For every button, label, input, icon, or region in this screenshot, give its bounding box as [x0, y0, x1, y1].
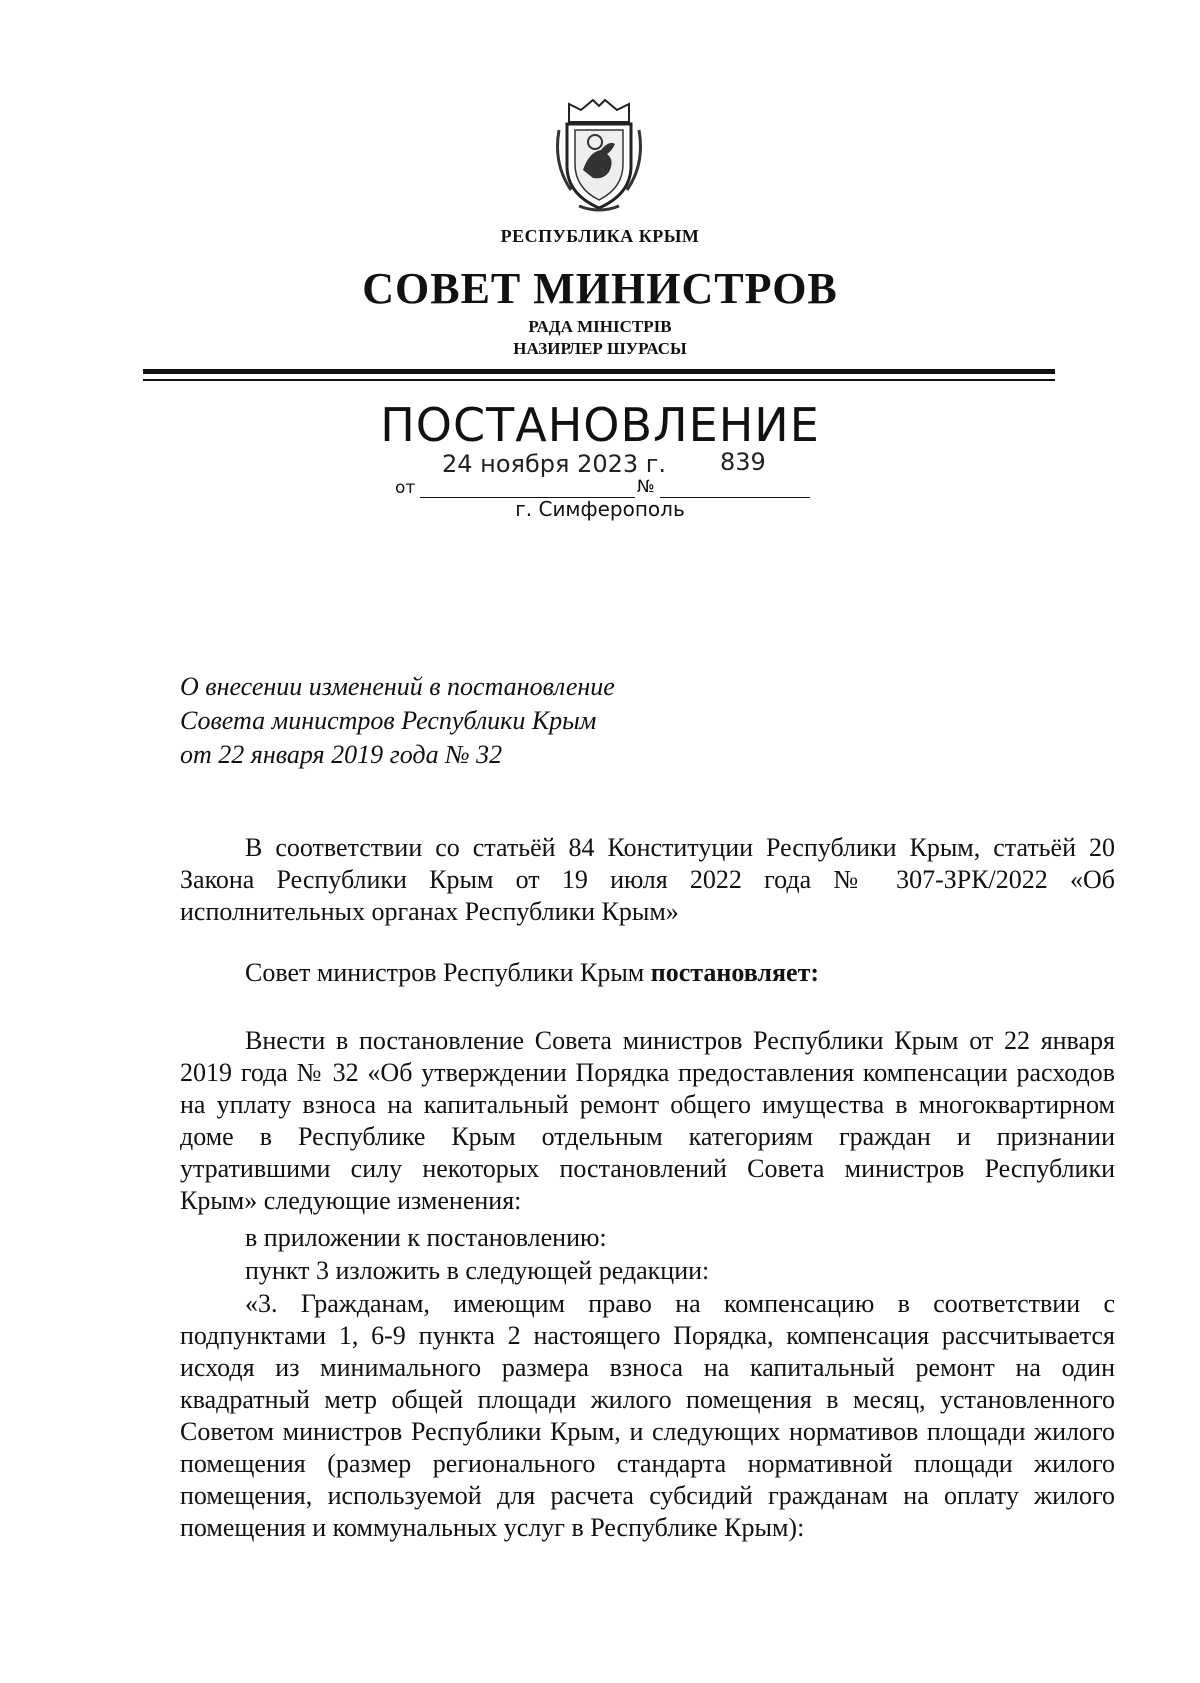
council-name-ukrainian: РАДА МІНІСТРІВ: [528, 317, 672, 336]
from-label: от: [395, 478, 416, 498]
header-divider-thin: [143, 379, 1055, 381]
date-value: 24 ноября 2023 г.: [442, 450, 667, 478]
number-label: №: [637, 477, 655, 497]
republic-name: РЕСПУБЛИКА КРЫМ: [500, 226, 700, 246]
council-name: СОВЕТ МИНИСТРОВ: [362, 264, 838, 313]
council-name-crimean-tatar: НАЗИРЛЕР ШУРАСЫ: [513, 339, 687, 358]
header-divider-thick: [143, 369, 1055, 374]
legal-basis-paragraph: В соответствии со статьёй 84 Конституции Республики Крым, статьёй 20 Закона Республики Крым от 19 июля 2022 года № 307-ЗРК/2022 «Об исполнительных органах Республики Крым»: [180, 833, 1115, 926]
document-subject: [180, 670, 615, 772]
resolution-text: Совет министров Республики Крым: [245, 958, 651, 987]
subject-line: от 22 января 2019 года № 32: [180, 740, 503, 769]
point3-line: пункт 3 изложить в следующей редакции:: [245, 1256, 710, 1285]
coat-of-arms-emblem: [549, 94, 649, 214]
appendix-line: в приложении к постановлению:: [245, 1223, 607, 1252]
amendment-paragraph: Внести в постановление Совета министров Республики Крым от 22 января 2019 года № 32 «Об утверждении Порядка предоставления компенсации расходов на уплату взноса на капитальный ремонт общего имущества в многоквартирном доме в Республике Крым отдельным категориям граждан и признании утратившими силу некоторых постановлений Совета министров Республики Крым» следующие изменения:: [180, 1026, 1115, 1215]
resolution-verb: постановляет:: [650, 958, 820, 987]
subject-line: О внесении изменений в постановление: [180, 672, 615, 701]
city-name: г. Симферополь: [515, 497, 685, 521]
number-value: 839: [720, 448, 766, 476]
council-name-translations: [0, 316, 1200, 360]
document-type-title: ПОСТАНОВЛЕНИЕ: [380, 398, 820, 452]
subject-line: Совета министров Республики Крым: [180, 706, 597, 735]
resolution-paragraph: [180, 957, 1115, 989]
point3-quote-paragraph: «3. Гражданам, имеющим право на компенсацию в соответствии с подпунктами 1, 6-9 пункта 2 настоящего Порядка, компенсация рассчитывается исходя из минимального размера взноса на капитальный ремонт на один квадратный метр общей площади жилого помещения в месяц, установленного Советом министров Республики Крым, и следующих нормативов площади жилого помещения (размер регионального стандарта нормативной площади жилого помещения, используемой для расчета субсидий гражданам на оплату жилого помещения и коммунальных услуг в Республике Крым):: [180, 1289, 1115, 1542]
